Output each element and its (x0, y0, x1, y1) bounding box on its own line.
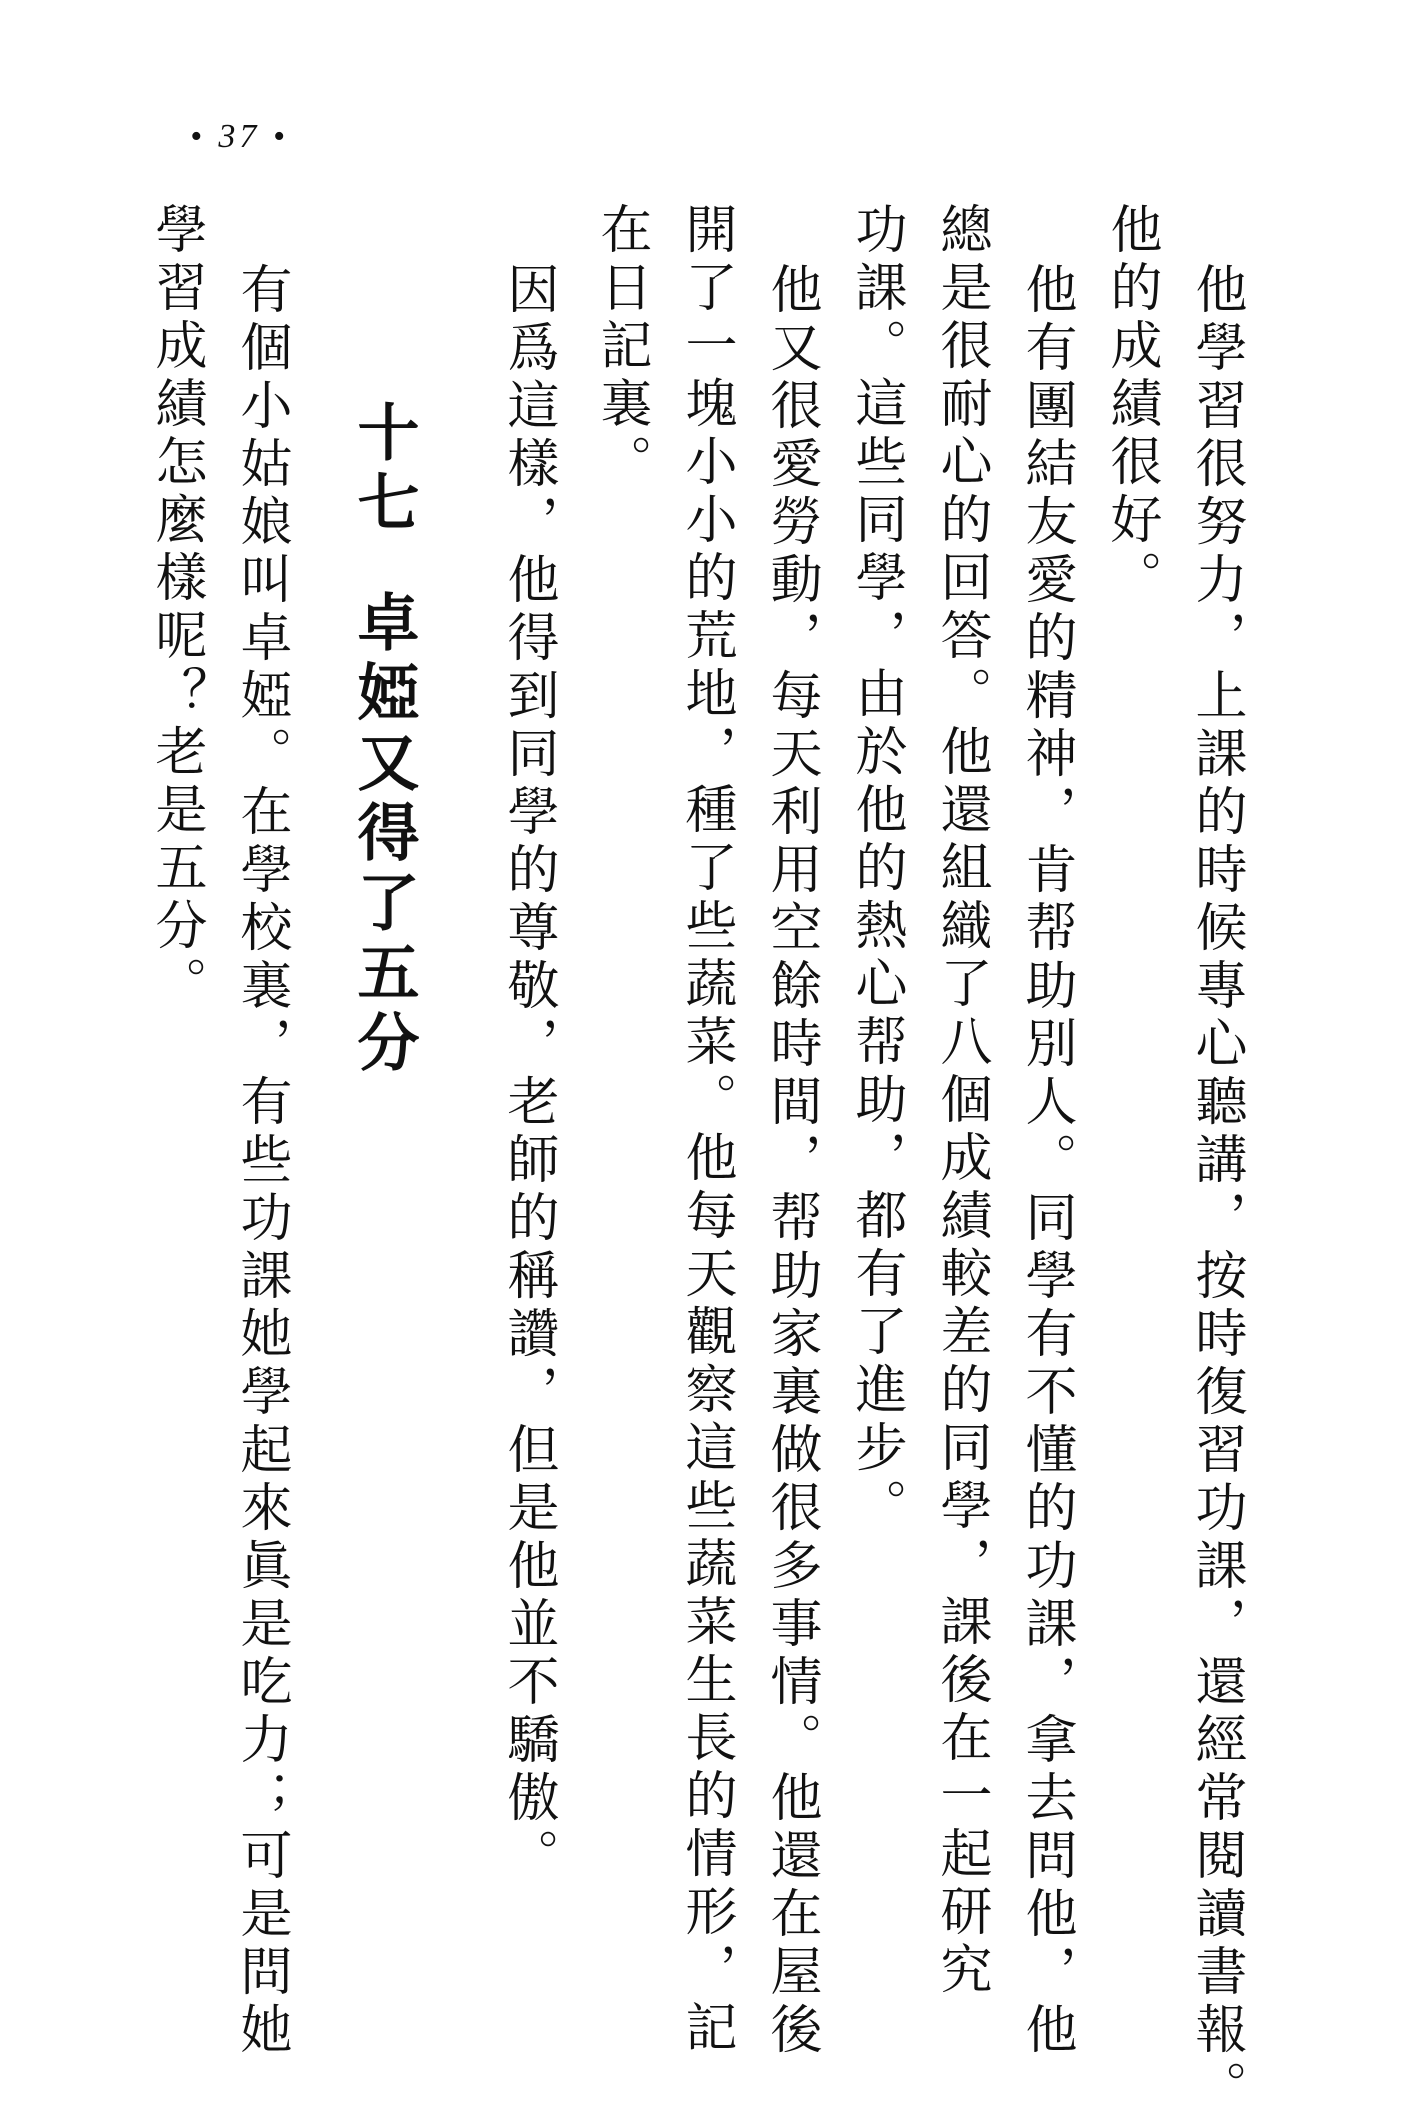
text-column-8: 在日記裏。 (591, 202, 651, 492)
text-column-3: 他有團結友愛的精神，肯帮助別人。同學有不懂的功課，拿去問他，他 (1016, 262, 1076, 2060)
text-column-5: 功課。這些同學，由於他的熱心帮助，都有了進步。 (846, 202, 906, 1536)
text-column-1: 他學習很努力，上課的時候專心聽講，按時復習功課，還經常閱讀書報。 (1186, 262, 1246, 2118)
text-column-7: 開了一塊小小的荒地，種了些蔬菜。他每天觀察這些蔬菜生長的情形，記 (676, 202, 736, 2058)
text-column-11: 學習成績怎麼樣呢？老是五分。 (146, 202, 206, 1014)
text-column-10: 有個小姑娘叫卓婭。在學校裏，有些功課她學起來眞是吃力；可是問她 (231, 262, 291, 2060)
chapter-number: 十七 (347, 400, 420, 540)
text-column-2: 他的成績很好。 (1101, 202, 1161, 608)
text-column-4: 總是很耐心的回答。他還組織了八個成績較差的同學，課後在一起研究 (931, 202, 991, 2000)
text-column-9: 因爲這樣，他得到同學的尊敬，老師的稱讚，但是他並不驕傲。 (498, 262, 558, 1886)
chapter-title: 卓婭又得了五分 (347, 590, 420, 1080)
page-number: • 37 • (190, 118, 289, 155)
text-column-6: 他又很愛勞動，每天利用空餘時間，帮助家裏做很多事情。他還在屋後 (761, 262, 821, 2060)
